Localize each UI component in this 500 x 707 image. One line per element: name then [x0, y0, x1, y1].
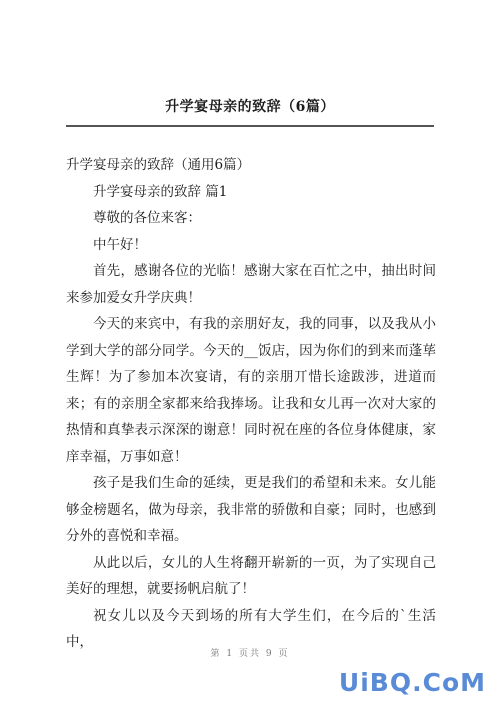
header-divider: [66, 125, 434, 127]
site-watermark-logo: UiBQ.CoM: [338, 668, 486, 697]
paragraph: 今天的来宾中，有我的亲朋好友，我的同事，以及我从小学到大学的部分同学。今天的__饭店，因为你们的到来而蓬荜生辉！为了参加本次宴请，有的亲朋丌惜长途跋涉，进道而来；有的亲朋全家都来给我捧场。让我和女儿再一次对大家的热情和真挚表示深深的谢意！同时祝在座的各位身体健康，家庠幸福，万事如意！: [66, 316, 436, 465]
paragraph: 首先，感谢各位的光临！感谢大家在百忙之中，抽出时间来参加爱女升学庆典！: [66, 263, 436, 306]
section-heading: 升学宴母亲的致辞 篇1: [93, 183, 228, 200]
greeting: 中午好！: [93, 236, 147, 253]
page-number-footer: 第 1 页共 9 页: [210, 649, 290, 659]
paragraph: 从此以后，女儿的人生将翻开崭新的一页，为了实现自己美好的理想，就要扬帆启航了！: [66, 554, 436, 597]
paragraph: 孩子是我们生命的延续，更是我们的希望和未来。女儿能够金榜题名，做为母亲，我非常的骄傲和自豪；同时，也感到分外的喜悦和幸福。: [66, 475, 436, 544]
document-header-title: 升学宴母亲的致辞（6篇）: [165, 99, 335, 115]
document-subtitle: 升学宴母亲的致辞（通用6篇）: [66, 157, 251, 173]
document-body: [66, 152, 436, 656]
paragraph: 祝女儿以及今天到场的所有大学生们，在今后的`生活中，: [66, 607, 436, 650]
salutation: 尊敬的各位来客：: [93, 210, 201, 226]
